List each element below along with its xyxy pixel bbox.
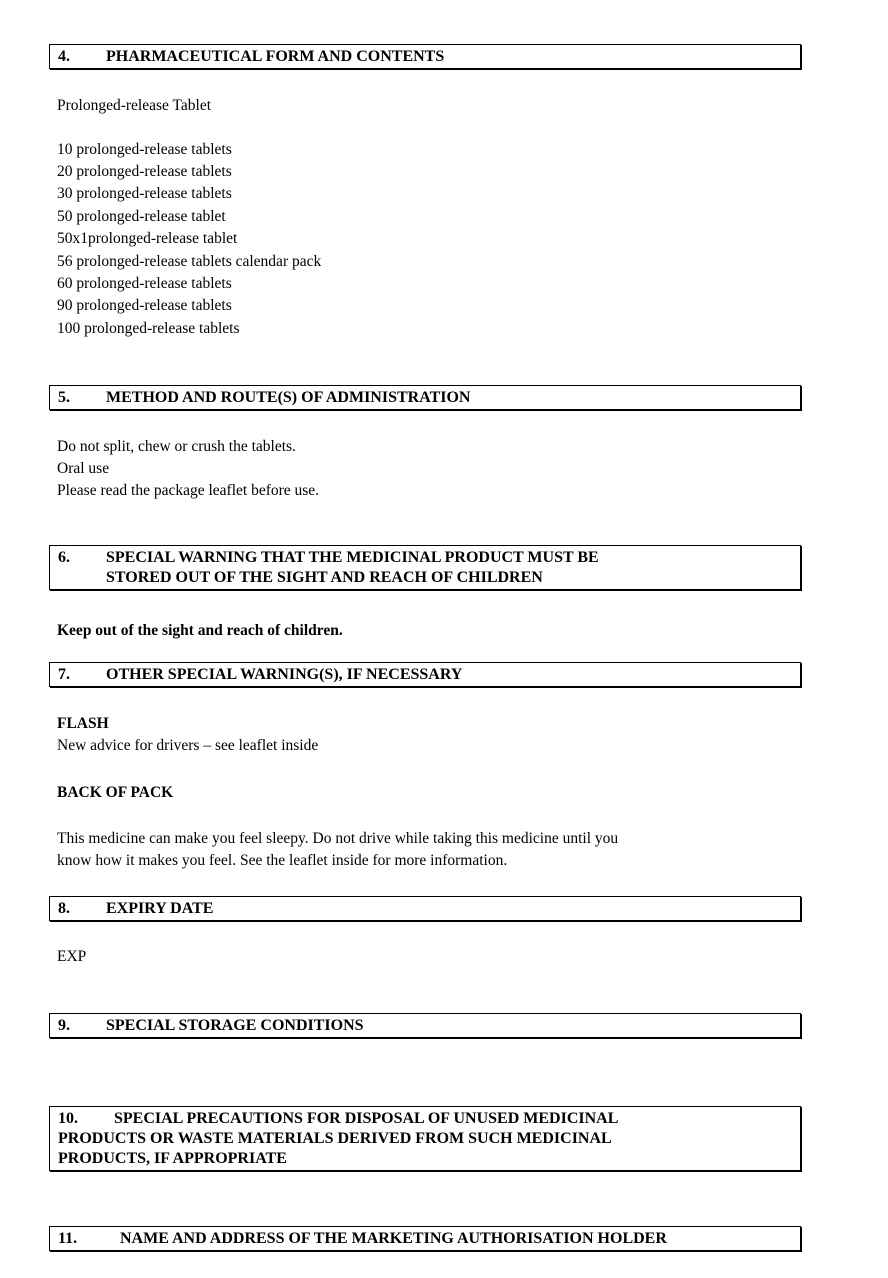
flash-heading: FLASH xyxy=(57,715,109,732)
section-9-title: SPECIAL STORAGE CONDITIONS xyxy=(106,1017,364,1034)
pack-size-3: 30 prolonged-release tablets xyxy=(57,185,232,202)
back-of-pack-text-line-2: know how it makes you feel. See the leaflet inside for more information. xyxy=(57,852,508,869)
section-6-title-line-2: STORED OUT OF THE SIGHT AND REACH OF CHILDREN xyxy=(106,569,543,586)
pack-size-2: 20 prolonged-release tablets xyxy=(57,163,232,180)
pack-size-7: 60 prolonged-release tablets xyxy=(57,275,232,292)
section-10-title-line-2: PRODUCTS OR WASTE MATERIALS DERIVED FROM SUCH MEDICINAL xyxy=(58,1130,612,1147)
section-5-title: METHOD AND ROUTE(S) OF ADMINISTRATION xyxy=(106,389,471,406)
pharmaceutical-form: Prolonged-release Tablet xyxy=(57,97,212,114)
section-7-heading xyxy=(49,662,801,687)
section-5-heading xyxy=(49,385,801,410)
section-6-number: 6. xyxy=(58,549,70,566)
section-6-heading xyxy=(49,545,801,590)
back-of-pack-text-line-1: This medicine can make you feel sleepy. Do not drive while taking this medicine until you xyxy=(57,830,619,847)
section-11-number: 11. xyxy=(58,1230,78,1247)
section-9-heading xyxy=(49,1013,801,1038)
section-8-title: EXPIRY DATE xyxy=(106,900,214,917)
section-6-title-line-1: SPECIAL WARNING THAT THE MEDICINAL PRODUCT MUST BE xyxy=(106,549,599,566)
section-11-title: NAME AND ADDRESS OF THE MARKETING AUTHORISATION HOLDER xyxy=(120,1230,667,1247)
pack-size-4: 50 prolonged-release tablet xyxy=(57,208,226,225)
section-9-number: 9. xyxy=(58,1017,70,1034)
flash-text: New advice for drivers – see leaflet inside xyxy=(57,737,319,754)
section-7-number: 7. xyxy=(58,666,70,683)
pack-size-1: 10 prolonged-release tablets xyxy=(57,141,232,158)
administration-line-1: Do not split, chew or crush the tablets. xyxy=(57,438,296,455)
pack-size-5: 50x1prolonged-release tablet xyxy=(57,230,238,247)
expiry-label: EXP xyxy=(57,948,87,965)
pack-size-6: 56 prolonged-release tablets calendar pack xyxy=(57,253,322,270)
section-8-heading xyxy=(49,896,801,921)
back-of-pack-heading: BACK OF PACK xyxy=(57,784,174,801)
section-10-number: 10. xyxy=(58,1110,78,1127)
children-warning: Keep out of the sight and reach of children. xyxy=(57,622,343,639)
section-10-heading xyxy=(49,1106,801,1171)
section-10-title-line-3: PRODUCTS, IF APPROPRIATE xyxy=(58,1150,287,1167)
section-7-title: OTHER SPECIAL WARNING(S), IF NECESSARY xyxy=(106,666,463,683)
administration-line-2: Oral use xyxy=(57,460,110,477)
section-8-number: 8. xyxy=(58,900,70,917)
administration-line-3: Please read the package leaflet before use. xyxy=(57,482,320,499)
section-4-heading xyxy=(49,44,801,69)
section-4-number: 4. xyxy=(58,48,70,65)
pack-size-9: 100 prolonged-release tablets xyxy=(57,320,240,337)
section-10-title-line-1: SPECIAL PRECAUTIONS FOR DISPOSAL OF UNUSED MEDICINAL xyxy=(114,1110,619,1127)
section-5-number: 5. xyxy=(58,389,70,406)
section-4-title: PHARMACEUTICAL FORM AND CONTENTS xyxy=(106,48,445,65)
pack-size-8: 90 prolonged-release tablets xyxy=(57,297,232,314)
section-11-heading xyxy=(49,1226,801,1251)
